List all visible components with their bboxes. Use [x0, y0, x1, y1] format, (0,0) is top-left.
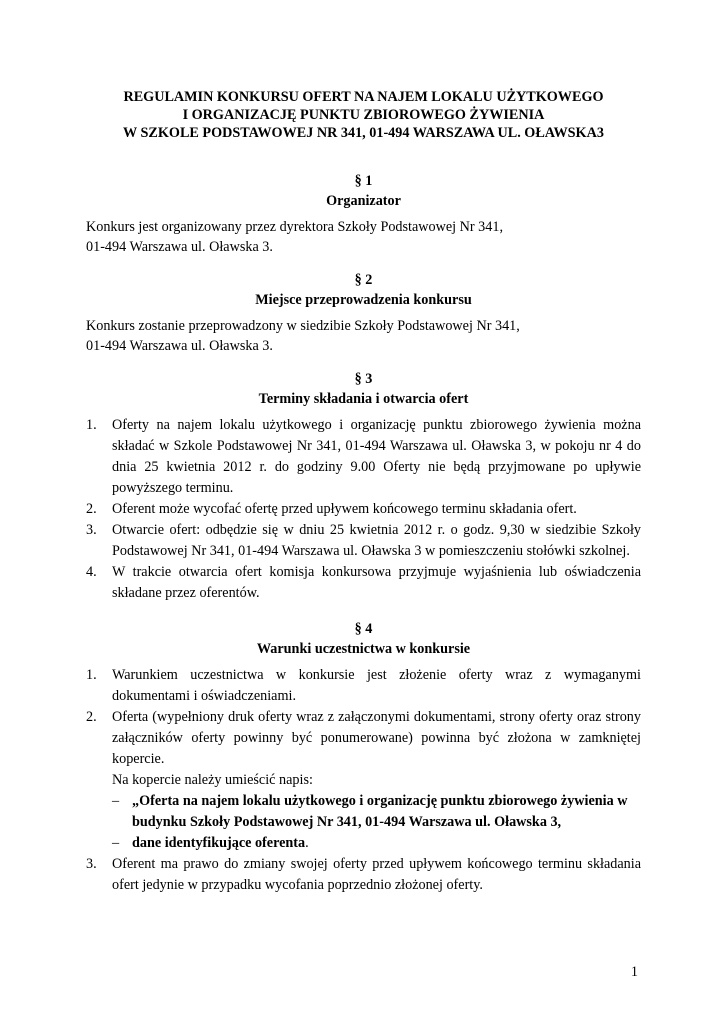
title-line-3: W SZKOLE PODSTAWOWEJ NR 341, 01-494 WARSZAWA UL. OŁAWSKA3 — [123, 125, 604, 141]
document-title — [86, 88, 641, 142]
envelope-note: Na kopercie należy umieścić napis: — [112, 772, 313, 788]
section-2-number: § 2 — [354, 272, 373, 288]
title-line-1: REGULAMIN KONKURSU OFERT NA NAJEM LOKALU UŻYTKOWEGO — [123, 89, 604, 105]
list-item-number: 1. — [86, 667, 97, 683]
section-4-number: § 4 — [354, 621, 373, 637]
section-4-heading: Warunki uczestnictwa w konkursie — [256, 641, 471, 657]
section-3-heading: Terminy składania i otwarcia ofert — [258, 391, 469, 407]
list-item-number: 1. — [86, 417, 97, 433]
section-2 — [86, 270, 641, 356]
list-item-text: Otwarcie ofert: odbędzie się w dniu 25 kwietnia 2012 r. o godz. 9,30 w siedzibie Szkoły Podstawowej Nr 341, 01-494 Warszawa ul. Oławska 3 w pomieszczeniu stołówki szkolnej. — [112, 522, 641, 559]
list-item — [86, 665, 641, 707]
envelope-label-list — [112, 791, 641, 854]
section-3-number: § 3 — [354, 371, 373, 387]
envelope-label-text: dane identyfikujące oferenta — [132, 835, 306, 851]
section-2-line-1: Konkurs zostanie przeprowadzony w siedzibie Szkoły Podstawowej Nr 341, — [86, 318, 520, 334]
title-line-2: I ORGANIZACJĘ PUNKTU ZBIOROWEGO ŻYWIENIA — [182, 107, 545, 123]
section-2-heading: Miejsce przeprowadzenia konkursu — [255, 292, 472, 308]
page-number: 1 — [630, 964, 638, 980]
list-item-text: Warunkiem uczestnictwa w konkursie jest złożenie oferty wraz z wymaganymi dokumentami i oświadczeniami. — [112, 667, 641, 704]
list-item — [86, 499, 641, 520]
list-item-number: 2. — [86, 501, 97, 517]
section-1 — [86, 171, 641, 257]
list-item — [86, 707, 641, 854]
list-item-text: Oferent ma prawo do zmiany swojej oferty przed upływem końcowego terminu składania ofert jedynie w przypadku wycofania poprzednio złożonej oferty. — [112, 856, 641, 893]
list-item-number: 4. — [86, 564, 97, 580]
list-item — [86, 415, 641, 499]
section-3 — [86, 369, 641, 604]
section-3-list — [86, 415, 641, 604]
list-item-number: 2. — [86, 709, 97, 725]
list-item-number: 3. — [86, 856, 97, 872]
section-4-list — [86, 665, 641, 896]
section-4 — [86, 619, 641, 896]
list-item-text: Oferty na najem lokalu użytkowego i organizację punktu zbiorowego żywienia można składać w Szkole Podstawowej Nr 341, 01-494 Warszawa ul. Oławska 3, w pokoju nr 4 do dnia 25 kwietnia 2012 r. do godziny 9.00 Oferty nie będą przyjmowane po upływie powyższego terminu. — [112, 417, 641, 496]
dash-marker: – — [112, 835, 120, 851]
section-1-number: § 1 — [354, 173, 373, 189]
envelope-label-line — [112, 791, 641, 833]
envelope-label-line — [112, 833, 641, 854]
list-item — [86, 520, 641, 562]
list-item — [86, 562, 641, 604]
list-item — [86, 854, 641, 896]
envelope-label-text: „Oferta na najem lokalu użytkowego i organizację punktu zbiorowego żywienia w budynku Szkoły Podstawowej Nr 341, 01-494 Warszawa ul. Oławska 3, — [132, 793, 628, 830]
section-1-line-2: 01-494 Warszawa ul. Oławska 3. — [86, 239, 273, 255]
section-1-line-1: Konkurs jest organizowany przez dyrektora Szkoły Podstawowej Nr 341, — [86, 219, 503, 235]
dash-marker: – — [112, 793, 120, 809]
list-item-text: Oferta (wypełniony druk oferty wraz z załączonymi dokumentami, strony oferty oraz strony załączników oferty powinny być ponumerowane) powinna być złożona w zamkniętej kopercie. — [112, 709, 641, 767]
list-item-text: Oferent może wycofać ofertę przed upływem końcowego terminu składania ofert. — [112, 501, 577, 517]
envelope-label-suffix: . — [305, 835, 309, 851]
document-page — [86, 88, 641, 896]
section-2-line-2: 01-494 Warszawa ul. Oławska 3. — [86, 338, 273, 354]
list-item-number: 3. — [86, 522, 97, 538]
list-item-text: W trakcie otwarcia ofert komisja konkursowa przyjmuje wyjaśnienia lub oświadczenia składane przez oferentów. — [112, 564, 641, 601]
section-1-heading: Organizator — [326, 193, 401, 209]
